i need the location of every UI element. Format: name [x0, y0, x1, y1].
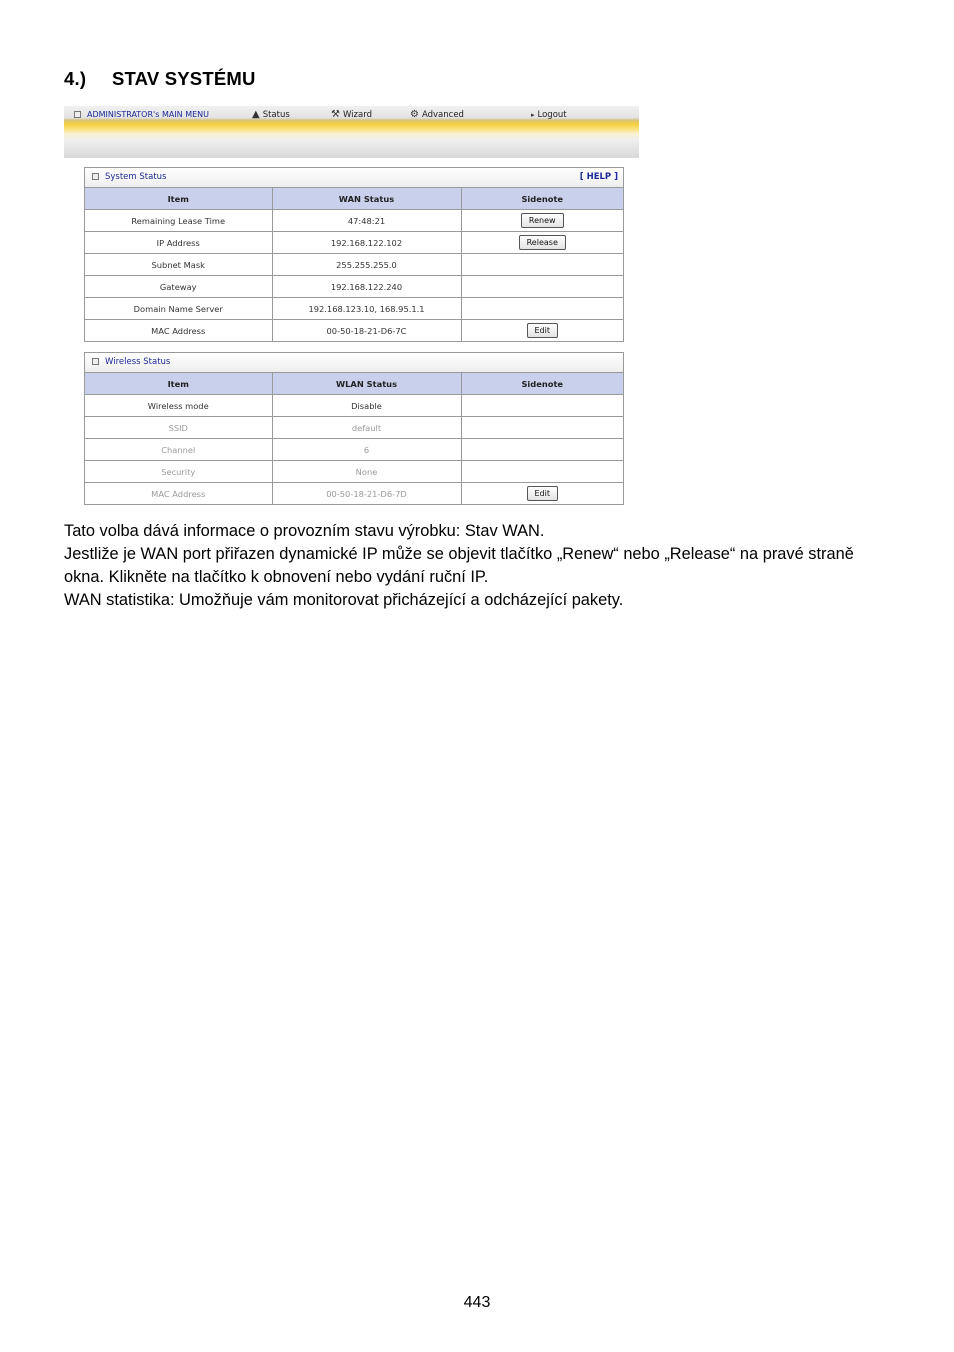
system-status-panel	[84, 167, 624, 342]
column-header: Item	[85, 373, 272, 395]
section-heading	[64, 68, 256, 90]
item-cell: Wireless mode	[85, 395, 272, 417]
main-menu-bar	[64, 106, 639, 158]
sidenote-cell	[461, 276, 623, 298]
item-cell: SSID	[85, 417, 272, 439]
value-cell: 6	[272, 439, 461, 461]
table-header-row	[85, 373, 623, 395]
body-text	[64, 520, 894, 612]
system-status-table	[85, 188, 623, 341]
value-cell: 192.168.122.240	[272, 276, 461, 298]
item-cell: Subnet Mask	[85, 254, 272, 276]
wireless-status-table	[85, 373, 623, 504]
status-icon: ▲	[252, 109, 260, 120]
item-cell: Security	[85, 461, 272, 483]
sidenote-cell	[461, 210, 623, 232]
table-row	[85, 276, 623, 298]
table-row	[85, 461, 623, 483]
column-header: Item	[85, 188, 272, 210]
column-header: WAN Status	[272, 188, 461, 210]
table-row	[85, 395, 623, 417]
menu-square-icon	[74, 111, 81, 118]
wireless-status-panel	[84, 352, 624, 505]
value-cell: 47:48:21	[272, 210, 461, 232]
table-row	[85, 320, 623, 342]
table-header-row	[85, 188, 623, 210]
table-row	[85, 232, 623, 254]
sidenote-cell	[461, 320, 623, 342]
advanced-icon: ⚙	[410, 109, 419, 120]
value-cell: 192.168.122.102	[272, 232, 461, 254]
item-cell: Channel	[85, 439, 272, 461]
section-title: STAV SYSTÉMU	[112, 68, 256, 89]
logout-menu-item[interactable]: ▸ Logout	[531, 110, 567, 120]
wireless-status-title: Wireless Status	[85, 353, 623, 373]
value-cell: 00-50-18-21-D6-7D	[272, 483, 461, 505]
value-cell: 192.168.123.10, 168.95.1.1	[272, 298, 461, 320]
item-cell: Remaining Lease Time	[85, 210, 272, 232]
table-row	[85, 439, 623, 461]
paragraph: Tato volba dává informace o provozním stavu výrobku: Stav WAN.	[64, 522, 545, 540]
item-cell: IP Address	[85, 232, 272, 254]
sidenote-cell	[461, 298, 623, 320]
table-row	[85, 483, 623, 505]
item-cell: MAC Address	[85, 483, 272, 505]
column-header: Sidenote	[461, 188, 623, 210]
sidenote-cell	[461, 439, 623, 461]
item-cell: Domain Name Server	[85, 298, 272, 320]
table-row	[85, 254, 623, 276]
sidenote-cell	[461, 461, 623, 483]
value-cell: 255.255.255.0	[272, 254, 461, 276]
value-cell: Disable	[272, 395, 461, 417]
sidenote-cell	[461, 483, 623, 505]
router-ui-screenshot	[64, 106, 639, 512]
column-header: WLAN Status	[272, 373, 461, 395]
item-cell: Gateway	[85, 276, 272, 298]
release-button[interactable]: Release	[519, 235, 566, 250]
table-row	[85, 210, 623, 232]
paragraph: Jestliže je WAN port přiřazen dynamické IP může se objevit tlačítko „Renew“ nebo „Release“ na pravé straně okna. Klikněte na tlačítko k obnovení nebo vydání ruční IP.	[64, 545, 854, 586]
value-cell: 00-50-18-21-D6-7C	[272, 320, 461, 342]
sidenote-cell	[461, 232, 623, 254]
renew-button[interactable]: Renew	[521, 213, 564, 228]
status-menu-item[interactable]: ▲ Status	[252, 109, 290, 120]
admin-main-menu-link[interactable]: ADMINISTRATOR's MAIN MENU	[74, 109, 209, 121]
table-row	[85, 417, 623, 439]
table-row	[85, 298, 623, 320]
panel-square-icon	[92, 358, 99, 365]
section-number: 4.)	[64, 68, 87, 89]
help-link[interactable]: [ HELP ]	[579, 172, 618, 182]
value-cell: default	[272, 417, 461, 439]
edit-mac-button[interactable]: Edit	[527, 323, 559, 338]
paragraph: WAN statistika: Umožňuje vám monitorovat přicházející a odcházející pakety.	[64, 591, 624, 609]
wizard-menu-item[interactable]: ⚒ Wizard	[331, 109, 372, 120]
sidenote-cell	[461, 395, 623, 417]
panel-square-icon	[92, 173, 99, 180]
sidenote-cell	[461, 417, 623, 439]
advanced-menu-item[interactable]: ⚙ Advanced	[410, 109, 464, 120]
page-number: 443	[463, 1294, 491, 1311]
value-cell: None	[272, 461, 461, 483]
column-header: Sidenote	[461, 373, 623, 395]
sidenote-cell	[461, 254, 623, 276]
system-status-title: System Status [ HELP ]	[85, 168, 623, 188]
item-cell: MAC Address	[85, 320, 272, 342]
edit-wlan-mac-button[interactable]: Edit	[527, 486, 559, 501]
wizard-icon: ⚒	[331, 109, 340, 120]
logout-arrow-icon: ▸	[531, 111, 535, 119]
